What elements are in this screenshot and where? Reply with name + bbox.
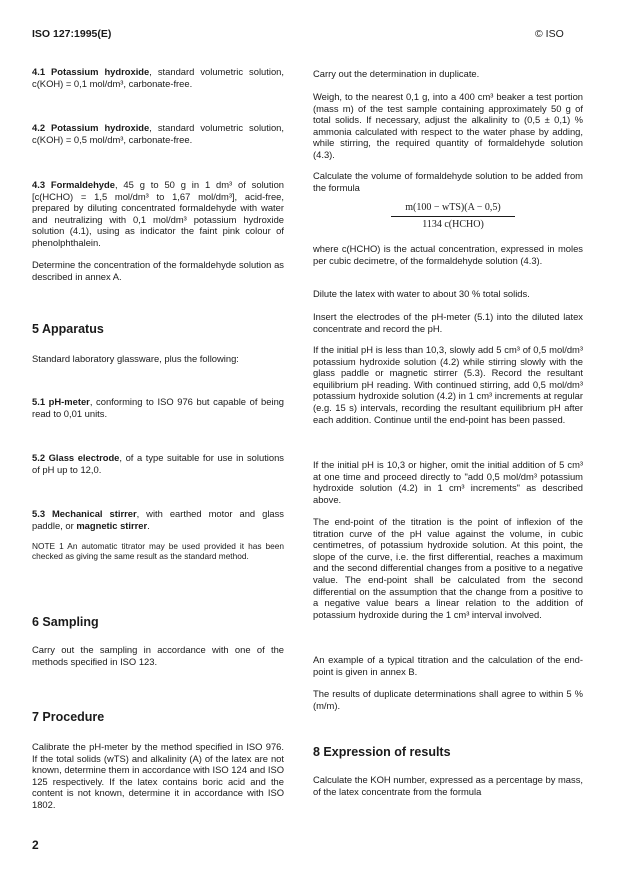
running-header-copyright: © ISO — [535, 28, 564, 40]
clause-5-1 — [32, 396, 284, 419]
clause-5-2-title: 5.2 Glass electrode — [32, 452, 120, 463]
running-header-standard-id: ISO 127:1995(E) — [32, 28, 112, 40]
section-7-heading: 7 Procedure — [32, 710, 105, 724]
clause-5-3 — [32, 508, 284, 531]
page-number: 2 — [32, 838, 39, 852]
formaldehyde-volume-formula — [391, 202, 515, 230]
clause-4-2-title: 4.2 Potassium hydroxide — [32, 122, 150, 133]
section-6-text: Carry out the sampling in accordance with one of the methods specified in ISO 123. — [32, 644, 284, 667]
clause-4-3-title: 4.3 Formaldehyde — [32, 179, 115, 190]
formula-denominator: 1134 c(HCHO) — [422, 218, 484, 230]
procedure-example-annex-b: An example of a typical titration and the calculation of the end-point is given in annex B. — [313, 654, 583, 677]
clause-5-3-title: 5.3 Mechanical stirrer — [32, 508, 137, 519]
procedure-weigh: Weigh, to the nearest 0,1 g, into a 400 cm³ beaker a test portion (mass m) of the test sample containing approximately 50 g of total solids. If necessary, adjust the alkalinity to (0,5 ± 0,1) % ammonia calculated with respect to the water phase by adding, while stirring, the required quantity of formaldehyde solution (4.3). — [313, 91, 583, 160]
procedure-calculate-volume: Calculate the volume of formaldehyde solution to be added from the formula — [313, 170, 583, 193]
note-1: NOTE 1 An automatic titrator may be used provided it has been checked as giving the same result as the standard method. — [32, 541, 284, 562]
clause-4-3-text: , 45 g to 50 g in 1 dm³ of solution [c(HCHO) = 1,5 mol/dm³ to 1,67 mol/dm³], acid-free, prepared by diluting concentrated formaldehyde with water and neutralizing with 0,1 mol/dm³ potassium hydroxide solution (4.1), using as indicator the faint pink colour of phenolphthalein. — [32, 179, 284, 248]
clause-4-2 — [32, 122, 284, 145]
clause-5-2-text: , of a type suitable for use in solutions of pH up to 12,0. — [32, 452, 284, 475]
procedure-dilute: Dilute the latex with water to about 30 % total solids. — [313, 288, 530, 299]
section-8-text: Calculate the KOH number, expressed as a percentage by mass, of the latex concentrate from the formula — [313, 774, 583, 797]
clause-4-1-title: 4.1 Potassium hydroxide — [32, 66, 150, 77]
clause-5-3-end: . — [147, 519, 150, 531]
formula-where-clause: where c(HCHO) is the actual concentration, expressed in moles per cubic decimetre, of the formaldehyde solution (4.3). — [313, 243, 583, 266]
clause-5-2 — [32, 452, 284, 475]
clause-4-3 — [32, 179, 284, 249]
section-5-intro: Standard laboratory glassware, plus the following: — [32, 353, 239, 364]
clause-5-3-magnetic-stirrer: magnetic stirrer — [76, 519, 148, 531]
clause-4-2-text: , standard volumetric solution, c(KOH) = 0,5 mol/dm³, carbonate-free. — [32, 122, 284, 145]
section-6-heading: 6 Sampling — [32, 615, 99, 629]
procedure-ph-10-3-or-higher: If the initial pH is 10,3 or higher, omit the initial addition of 5 cm³ at one time and proceed directly to "add 0,5 mol/dm³ potassium hydroxide solution (4.2) in 1 cm³ increments" as described above. — [313, 459, 583, 505]
procedure-insert-electrodes: Insert the electrodes of the pH-meter (5.1) into the diluted latex concentrate and record the pH. — [313, 311, 583, 334]
formula-numerator: m(100 − wTS)(A − 0,5) — [391, 202, 515, 217]
clause-5-3-text: , with earthed motor and glass paddle, or — [32, 508, 284, 531]
procedure-ph-below-10-3: If the initial pH is less than 10,3, slowly add 5 cm³ of 0,5 mol/dm³ potassium hydroxide solution (4.2) while stirring slowly with the glass paddle or magnetic stirrer (5.3). Record the resultant equilibrium pH reading. With continued stirring, add 0,5 mol/dm³ potassium hydroxide solution (4.2) in 1 cm³ increments at regular (e.g. 15 s) intervals, recording the resultant equilibrium pH after each addition. Continue until the end-point has been passed. — [313, 344, 583, 425]
clause-5-1-text: , conforming to ISO 976 but capable of being read to 0,01 units. — [32, 396, 284, 419]
procedure-end-point: The end-point of the titration is the point of inflexion of the titration curve of the pH value against the volume, in cubic centimetres, of potassium hydroxide solution. At this point, the slope of the curve, i.e. the first differential, reaches a maximum and the second differential changes from a positive to a negative value. The end-point shall be calculated from the second differential on the assumption that the change from a positive to a negative value bears a linear relation to the addition of potassium hydroxide during the 1 cm³ interval involved. — [313, 516, 583, 620]
section-7-text: Calibrate the pH-meter by the method specified in ISO 976. If the total solids (wTS) and alkalinity (A) of the latex are not known, determine them in accordance with ISO 124 and ISO 125 respectively. If the latex contains boric acid and the content is not known, determine it in accordance with ISO 1802. — [32, 741, 284, 810]
section-8-heading: 8 Expression of results — [313, 745, 451, 759]
clause-5-1-title: 5.1 pH-meter — [32, 396, 90, 407]
procedure-duplicate-agreement: The results of duplicate determinations shall agree to within 5 % (m/m). — [313, 688, 583, 711]
procedure-duplicate: Carry out the determination in duplicate. — [313, 68, 480, 79]
clause-4-3-paragraph-2: Determine the concentration of the formaldehyde solution as described in annex A. — [32, 259, 284, 282]
clause-4-1-text: , standard volumetric solution, c(KOH) = 0,1 mol/dm³, carbonate-free. — [32, 66, 284, 89]
section-5-heading: 5 Apparatus — [32, 322, 104, 336]
clause-4-1 — [32, 66, 284, 89]
